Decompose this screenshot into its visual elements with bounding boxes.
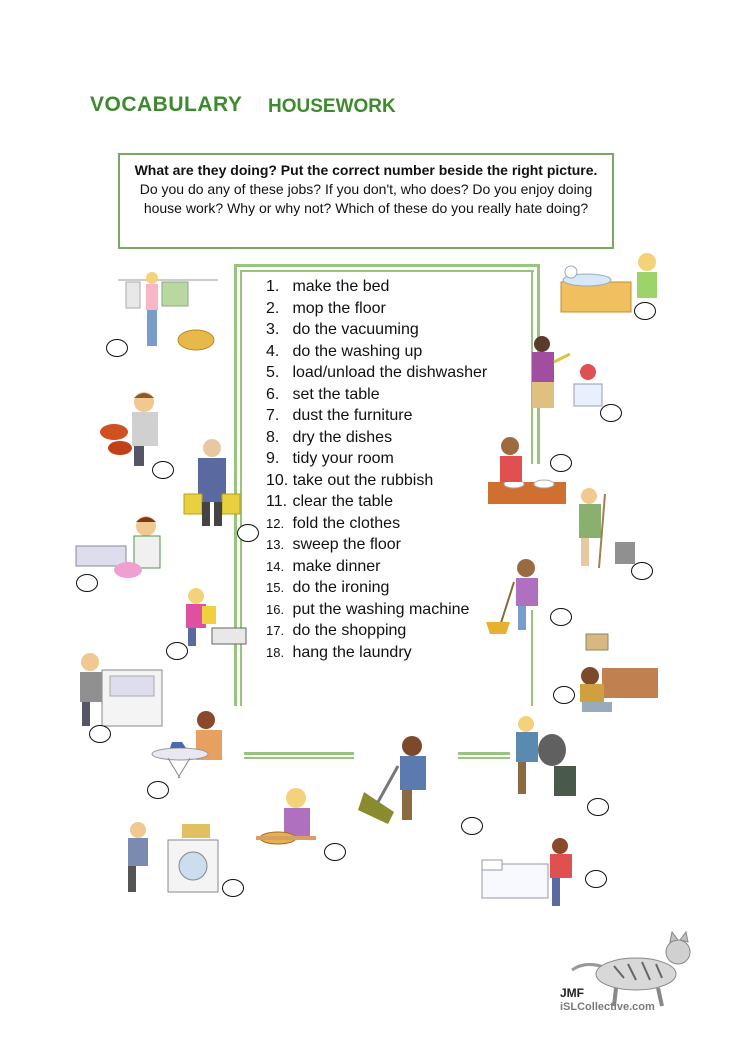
vocabulary-item	[266, 276, 487, 298]
vocabulary-item	[266, 427, 487, 449]
answer-circle-set-table[interactable]	[550, 454, 572, 472]
vocabulary-text: do the vacuuming	[292, 321, 419, 338]
fold-clothes-illustration	[178, 584, 248, 648]
vocabulary-number: 12.	[266, 515, 285, 531]
vocabulary-text: do the washing up	[292, 342, 423, 360]
answer-circle-shopping[interactable]	[237, 524, 259, 542]
worksheet-subtitle: HOUSEWORK	[268, 96, 396, 117]
answer-circle-washing-up[interactable]	[634, 302, 656, 320]
vocabulary-item	[266, 513, 487, 535]
answer-circle-dishwasher[interactable]	[89, 725, 111, 743]
instructions-bold: What are they doing? Put the correct number beside the right picture.	[134, 162, 598, 178]
vocabulary-item	[266, 534, 487, 556]
instructions-box	[118, 153, 614, 249]
vocabulary-number: 7.	[266, 407, 280, 424]
frame-top-inner	[240, 270, 534, 272]
author-initials: JMF	[560, 986, 584, 1000]
vocabulary-item	[266, 599, 487, 621]
vocabulary-number: 9.	[266, 450, 280, 467]
vocabulary-text: put the washing machine	[292, 600, 470, 618]
answer-circle-washing-machine[interactable]	[222, 879, 244, 897]
vocabulary-number: 2.	[266, 299, 280, 317]
worksheet-title: VOCABULARY	[90, 93, 243, 116]
answer-circle-hang-laundry[interactable]	[106, 339, 128, 357]
vocabulary-item	[266, 319, 487, 341]
answer-circle-rubbish[interactable]	[587, 798, 609, 816]
instructions-questions: Do you do any of these jobs? If you don't, who does? Do you enjoy doing house work? Why or why not? Which of these do you really hate doing?	[139, 181, 593, 216]
clear-table-illustration	[254, 782, 326, 856]
hang-laundry-illustration	[116, 266, 220, 356]
vocabulary-item	[266, 448, 487, 470]
frame-bottom-left-inner	[244, 757, 354, 759]
vocabulary-text: sweep the floor	[292, 536, 401, 553]
vocabulary-item	[266, 384, 487, 406]
sweep-floor-illustration	[480, 556, 552, 638]
source-site: iSLCollective.com	[560, 1001, 655, 1013]
vocabulary-item	[266, 470, 487, 492]
answer-circle-vacuuming[interactable]	[461, 817, 483, 835]
vocabulary-text: take out the rubbish	[292, 471, 434, 489]
dust-furniture-illustration	[524, 332, 608, 418]
vocabulary-item	[266, 341, 487, 363]
frame-bottom-left	[244, 752, 354, 755]
vocabulary-number: 11.	[266, 493, 288, 510]
answer-circle-dry-dishes[interactable]	[76, 574, 98, 592]
vocabulary-text: make dinner	[292, 557, 381, 575]
vocabulary-text: fold the clothes	[292, 514, 401, 532]
vocabulary-number: 16.	[266, 601, 285, 617]
vocabulary-text: dry the dishes	[292, 428, 393, 446]
answer-circle-ironing[interactable]	[147, 781, 169, 799]
answer-circle-fold-clothes[interactable]	[166, 642, 188, 660]
vocabulary-number: 14.	[266, 558, 285, 574]
answer-circle-mop-floor[interactable]	[631, 562, 653, 580]
shopping-illustration	[178, 436, 244, 530]
answer-circle-dust-furniture[interactable]	[600, 404, 622, 422]
answer-circle-make-dinner[interactable]	[152, 461, 174, 479]
vocabulary-text: make the bed	[292, 278, 390, 295]
frame-top-outer	[234, 264, 540, 267]
make-dinner-illustration	[98, 388, 170, 468]
make-bed-illustration	[474, 834, 582, 910]
vocabulary-text: load/unload the dishwasher	[292, 364, 488, 381]
set-table-illustration	[484, 432, 576, 512]
vocabulary-text: tidy your room	[292, 450, 394, 467]
vocabulary-number: 18.	[266, 644, 285, 660]
vocabulary-text: mop the floor	[292, 299, 386, 317]
vocabulary-number: 10.	[266, 471, 289, 489]
frame-bottom-right	[458, 752, 510, 755]
vocabulary-text: set the table	[292, 385, 380, 403]
vocabulary-number: 17.	[266, 623, 285, 638]
vocabulary-item	[266, 556, 487, 578]
frame-bottom-right-inner	[458, 757, 510, 759]
vocabulary-number: 1.	[266, 278, 280, 295]
vocabulary-number: 8.	[266, 428, 280, 446]
vocabulary-text: clear the table	[292, 493, 393, 510]
vocabulary-number: 13.	[266, 537, 285, 552]
vocabulary-item	[266, 620, 487, 642]
vocabulary-item	[266, 491, 487, 513]
vocabulary-item	[266, 362, 487, 384]
vocabulary-number: 6.	[266, 385, 280, 403]
footer-credit	[560, 986, 655, 1013]
vocabulary-text: do the ironing	[292, 579, 390, 596]
vocabulary-text: do the shopping	[292, 622, 407, 639]
answer-circle-make-bed[interactable]	[585, 870, 607, 888]
vocabulary-number: 5.	[266, 364, 280, 381]
vocabulary-item	[266, 298, 487, 320]
vocabulary-number: 3.	[266, 321, 280, 338]
vacuuming-illustration	[354, 732, 438, 830]
vocabulary-item	[266, 642, 487, 664]
answer-circle-tidy-room[interactable]	[553, 686, 575, 704]
vocabulary-number: 4.	[266, 342, 280, 360]
mop-floor-illustration	[565, 484, 639, 572]
vocabulary-item	[266, 405, 487, 427]
tidy-room-illustration	[572, 628, 662, 722]
vocabulary-number: 15.	[266, 580, 285, 595]
vocabulary-list	[266, 276, 487, 663]
vocabulary-text: hang the laundry	[292, 643, 412, 661]
answer-circle-clear-table[interactable]	[324, 843, 346, 861]
vocabulary-text: dust the furniture	[292, 407, 413, 424]
ironing-illustration	[150, 708, 232, 780]
vocabulary-item	[266, 577, 487, 599]
washing-machine-illustration	[124, 814, 224, 896]
rubbish-illustration	[510, 712, 584, 804]
answer-circle-sweep-floor[interactable]	[550, 608, 572, 626]
